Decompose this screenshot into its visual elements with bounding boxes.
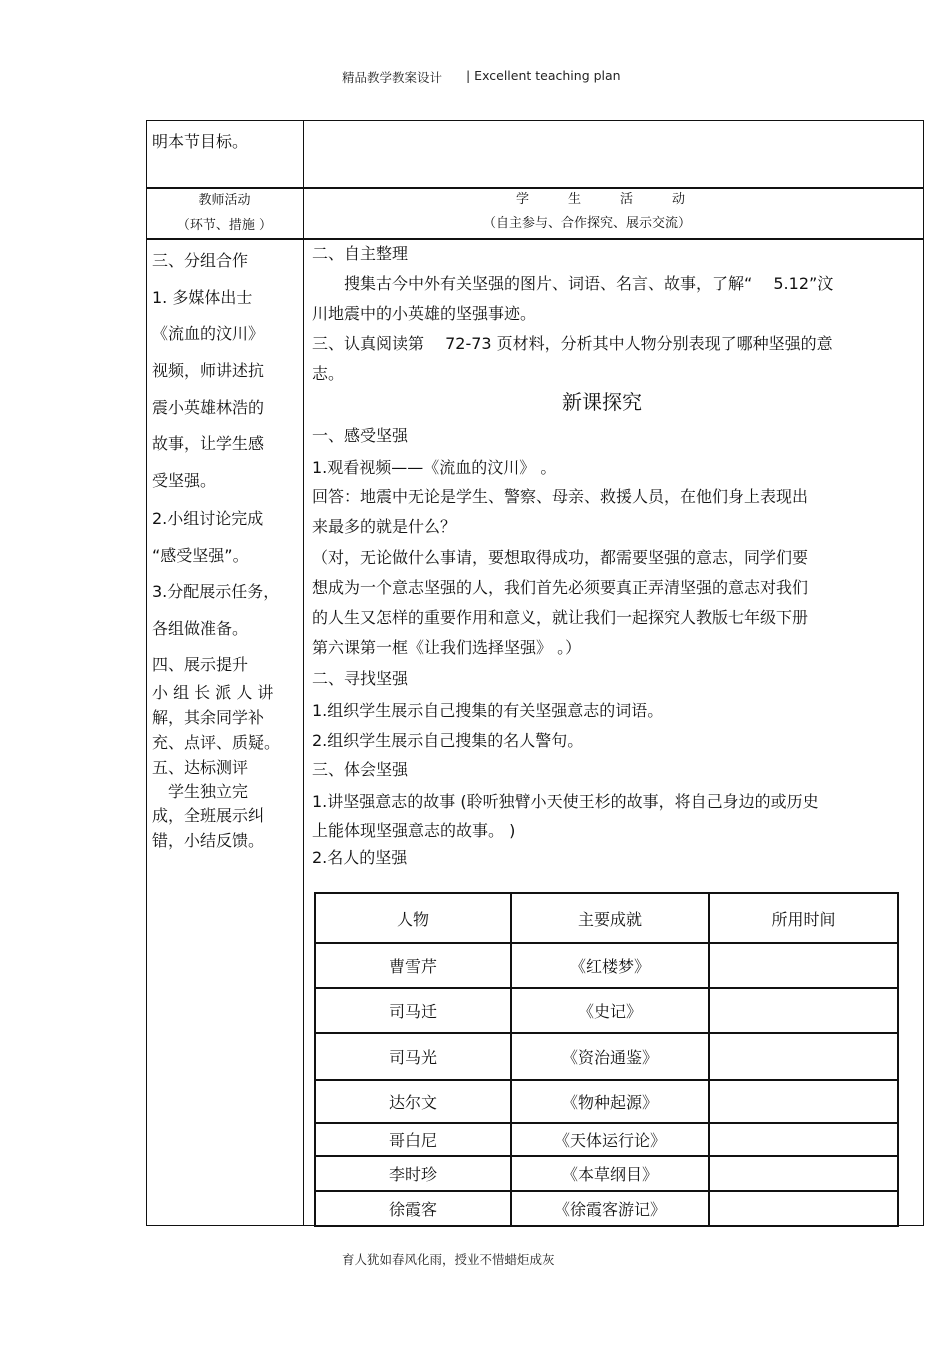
right-line: 想成为一个意志坚强的人，我们首先必须要真正弄清坚强的意志对我们 xyxy=(312,578,809,597)
table-cell xyxy=(709,1033,898,1080)
right-line: 1.讲坚强意志的故事 (聆听独臂小天使王杉的故事，将自己身边的或历史 xyxy=(312,792,819,811)
left-line: 小 组 长 派 人 讲 xyxy=(152,683,274,702)
table-row xyxy=(315,1123,898,1156)
table-cell: 《红楼梦》 xyxy=(511,943,709,988)
row-divider xyxy=(146,187,923,189)
left-line: 1. 多媒体出士 xyxy=(152,288,253,307)
table-cell: 司马迁 xyxy=(315,988,511,1033)
right-line: 2.组织学生展示自己搜集的名人警句。 xyxy=(312,731,584,750)
table-cell xyxy=(709,943,898,988)
table-row xyxy=(315,943,898,988)
left-line: 震小英雄林浩的 xyxy=(152,398,265,417)
left-line: “感受坚强”。 xyxy=(152,546,249,565)
table-cell: 曹雪芹 xyxy=(315,943,511,988)
right-line: 来最多的就是什么？ xyxy=(312,517,457,536)
right-line: 川地震中的小英雄的坚强事迹。 xyxy=(312,304,537,323)
right-line: （对，无论做什么事请，要想取得成功，都需要坚强的意志，同学们要 xyxy=(312,548,809,567)
table-header-cell: 主要成就 xyxy=(511,893,709,943)
right-line: 1.观看视频——《流血的汶川》 。 xyxy=(312,458,557,477)
table-cell: 哥白尼 xyxy=(315,1123,511,1156)
left-line: 充、点评、质疑。 xyxy=(152,733,281,752)
table-cell xyxy=(709,1123,898,1156)
table-row xyxy=(315,1080,898,1123)
left-line: 3.分配展示任务， xyxy=(152,582,280,601)
student-activity-title: 学 生 活 动 xyxy=(516,192,686,207)
right-line: 第六课第一框《让我们选择坚强》 。） xyxy=(312,638,582,657)
table-cell: 《徐霞客游记》 xyxy=(511,1191,709,1226)
table-cell: 司马光 xyxy=(315,1033,511,1080)
right-line: 2.名人的坚强 xyxy=(312,848,408,867)
table-cell: 《资治通鉴》 xyxy=(511,1033,709,1080)
right-line: 1.组织学生展示自己搜集的有关坚强意志的词语。 xyxy=(312,701,664,720)
left-line: 2.小组讨论完成 xyxy=(152,509,264,528)
right-line: 一、感受坚强 xyxy=(312,426,409,445)
table-row xyxy=(315,1156,898,1191)
right-line: 二、自主整理 xyxy=(312,244,409,263)
right-line: 上能体现坚强意志的故事。 ) xyxy=(312,821,516,840)
right-line: 三、认真阅读第 72-73 页材料，分析其中人物分别表现了哪种坚强的意 xyxy=(312,334,833,353)
table-cell: 达尔文 xyxy=(315,1080,511,1123)
table-row xyxy=(315,988,898,1033)
famous-people-table xyxy=(314,892,899,1227)
table-right-border xyxy=(923,120,924,1226)
left-line: 五、达标测评 xyxy=(152,758,249,777)
table-cell: 《本草纲目》 xyxy=(511,1156,709,1191)
table-header-cell: 人物 xyxy=(315,893,511,943)
left-line: 各组做准备。 xyxy=(152,619,249,638)
left-line: 学生独立完 xyxy=(152,782,249,801)
left-line: 四、展示提升 xyxy=(152,655,249,674)
left-line: 错，小结反馈。 xyxy=(152,831,265,850)
table-row xyxy=(315,1191,898,1226)
table-left-border xyxy=(146,120,147,1226)
page-footer: 育人犹如春风化雨，授业不惜蜡炬成灰 xyxy=(342,1252,555,1267)
left-line: 故事，让学生感 xyxy=(152,434,265,453)
header-subtitle: | Excellent teaching plan xyxy=(466,68,621,83)
column-divider xyxy=(303,120,304,1226)
right-line: 志。 xyxy=(312,364,345,383)
left-line: 解，其余同学补 xyxy=(152,708,265,727)
table-top-border xyxy=(146,120,923,121)
top-row-text: 明本节目标。 xyxy=(152,132,249,151)
table-cell xyxy=(709,1191,898,1226)
right-line: 三、体会坚强 xyxy=(312,760,409,779)
left-line: 受坚强。 xyxy=(152,471,217,490)
table-cell xyxy=(709,988,898,1033)
table-cell xyxy=(709,1080,898,1123)
header-title: 精品教学教案设计 xyxy=(342,70,443,85)
table-cell: 《物种起源》 xyxy=(511,1080,709,1123)
left-line: 三、分组合作 xyxy=(152,251,249,270)
table-cell: 《天体运行论》 xyxy=(511,1123,709,1156)
table-header-cell: 所用时间 xyxy=(709,893,898,943)
teacher-activity-title: 教师活动 xyxy=(198,193,251,208)
right-line: 搜集古今中外有关坚强的图片、词语、名言、故事，了解“ 5.12”汶 xyxy=(312,274,834,293)
table-cell xyxy=(709,1156,898,1191)
table-cell: 《史记》 xyxy=(511,988,709,1033)
table-header-row xyxy=(315,893,898,943)
left-line: 《流血的汶川》 xyxy=(152,324,265,343)
left-line: 成，全班展示纠 xyxy=(152,806,265,825)
student-activity-subtitle: （自主参与、合作探究、展示交流） xyxy=(483,216,692,231)
table-cell: 徐霞客 xyxy=(315,1191,511,1226)
right-line: 回答：地震中无论是学生、警察、母亲、救援人员，在他们身上表现出 xyxy=(312,487,809,506)
header-row-divider xyxy=(146,238,923,240)
right-line: 的人生又怎样的重要作用和意义，就让我们一起探究人教版七年级下册 xyxy=(312,608,809,627)
table-row xyxy=(315,1033,898,1080)
teacher-activity-subtitle: （环节、措施 ） xyxy=(176,218,273,233)
left-line: 视频，师讲述抗 xyxy=(152,361,265,380)
table-cell: 李时珍 xyxy=(315,1156,511,1191)
section-title: 新课探究 xyxy=(562,390,642,414)
right-line: 二、寻找坚强 xyxy=(312,669,409,688)
